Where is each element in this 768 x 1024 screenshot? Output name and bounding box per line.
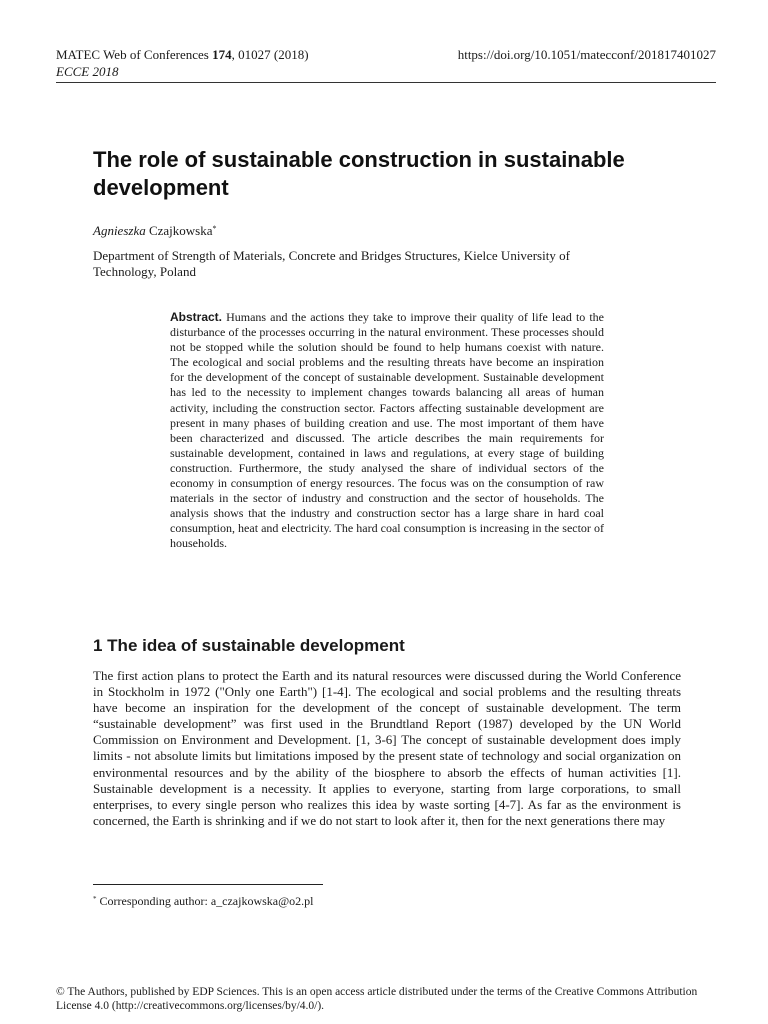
author-affiliation: Department of Strength of Materials, Concrete and Bridges Structures, Kielce University of Technology, Poland xyxy=(93,248,570,279)
footnote-text: Corresponding author: a_czajkowska@o2.pl xyxy=(96,894,314,908)
journal-citation xyxy=(56,47,309,63)
journal-article-number: , 01027 (2018) xyxy=(231,47,309,62)
section-heading: 1 The idea of sustainable development xyxy=(93,636,405,655)
section-paragraph: The first action plans to protect the Earth and its natural resources were discussed during the World Conference in Stockholm in 1972 ("Only one Earth") [1-4]. The ecological and social problems and the resulting threats have become an inspiration for the development of the concept of sustainable development. The term “sustainable development” was first used in the Brundtland Report (1987) developed by the UN World Commission on Environment and Development. [1, 3-6] The concept of sustainable development does imply limits - not absolute limits but limitations imposed by the present state of technology and social organization on environmental resources and by the ability of the biosphere to absorb the effects of human activities [1]. Sustainable development is a necessity. It applies to everyone, starting from large corporations, to small enterprises, to every single person who realizes this idea by waste sorting [4-7]. As far as the environment is concerned, the Earth is shrinking and if we do not start to look after it, then for the next generations there may xyxy=(93,668,681,828)
author-last-name: Czajkowska xyxy=(145,223,213,238)
conference-name: ECCE 2018 xyxy=(56,64,119,79)
journal-name: MATEC Web of Conferences xyxy=(56,47,213,62)
author-footnote-mark: * xyxy=(212,224,217,233)
abstract-label: Abstract. xyxy=(170,310,223,324)
header-divider xyxy=(56,82,716,83)
abstract-block xyxy=(170,310,604,552)
paper-title: The role of sustainable construction in sustainable development xyxy=(93,147,625,200)
footnote-divider xyxy=(93,884,323,885)
journal-volume: 174 xyxy=(212,47,232,62)
abstract-text: Humans and the actions they take to improve their quality of life lead to the disturbance of the processes occurring in the natural environment. These processes should not be stopped while the solution should be found to help humans coexist with nature. The ecological and social problems and the resulting threats have become an inspiration for the development of the concept of sustainable development. Sustainable development has led to the necessity to implement changes towards balancing all areas of human activity, including the construction sector. Factors affecting sustainable development are present in many phases of building creation and use. The most important of them have been characterized and discussed. The article describes the main requirements for sustainable development, contained in laws and regulations, at every stage of building construction. Furthermore, the study analysed the share of individual sectors of the economy in consumption of energy resources. The focus was on the consumption of raw materials in the sector of industry and construction and the sector of households. The analysis shows that the industry and construction sector has a large share in hard coal consumption, heat and electricity. The hard coal consumption is increasing in the sector of households. xyxy=(170,310,604,551)
footnote-mark: * xyxy=(93,895,97,903)
author-line xyxy=(93,223,217,239)
doi-link[interactable]: https://doi.org/10.1051/matecconf/201817401027 xyxy=(457,47,716,62)
author-first-name: Agnieszka xyxy=(93,223,146,238)
footnote xyxy=(93,894,314,909)
license-notice: © The Authors, published by EDP Sciences. This is an open access article distributed under the terms of the Creative Commons Attribution License 4.0 (http://creativecommons.org/licenses/by/4.0/). xyxy=(56,986,698,1012)
